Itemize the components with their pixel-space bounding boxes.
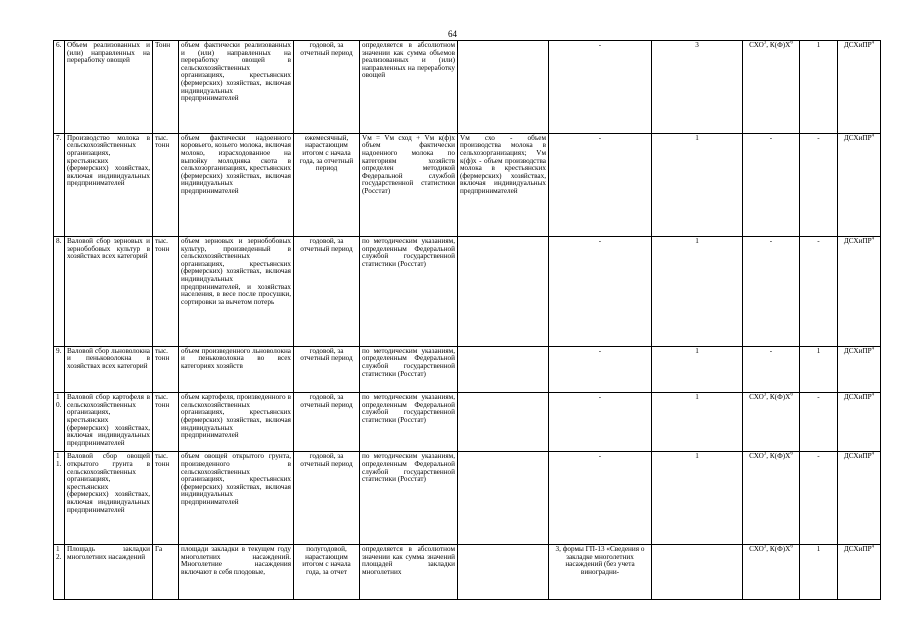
- data-source: -: [598, 133, 602, 142]
- coverage-cell: [800, 452, 838, 545]
- indicator-name: Валовой сбор льноволокна и пеньковолокна в хозяйствах всех категорий: [67, 346, 150, 370]
- coverage: -: [817, 133, 820, 142]
- coverage: -: [817, 237, 820, 246]
- observation-unit-cell: [743, 545, 800, 600]
- time-characteristic-cell: [294, 452, 360, 545]
- calculation-method: определяется в абсолютном значении как сумма объемов реализованных и (или) направленных на переработку овощей: [362, 41, 455, 80]
- footnote-mark: 4: [871, 236, 875, 242]
- responsible: ДСХиПР: [843, 393, 872, 402]
- indicator-name-cell: [65, 237, 153, 347]
- collection-method-cell: [652, 133, 743, 236]
- indicator-name: Валовой сбор зерновых и зернобобовых культур в хозяйствах всех категорий: [67, 237, 150, 261]
- unit-of-measure: тыс. тонн: [155, 393, 170, 409]
- observation-unit: -: [769, 237, 773, 246]
- footnote-mark: 4: [871, 133, 875, 139]
- table-row: [54, 545, 881, 600]
- indicator-definition-cell: [179, 237, 294, 347]
- footnote-mark: 6: [790, 392, 793, 398]
- responsible-cell: [838, 237, 881, 347]
- data-source: 3, формы ГП-13 «Сведения о закладке многолетних насаждений (без учета виноградни-: [555, 545, 645, 576]
- data-source: -: [598, 393, 602, 402]
- indicator-name: Валовой сбор картофеля в сельскохозяйственных организациях, крестьянских (фермерских) хозяйствах, включая индивидуальных предпринимателей: [67, 393, 150, 447]
- unit-of-measure: тыс. тонн: [155, 237, 170, 253]
- row-number-cell: [54, 393, 65, 452]
- row-number: 8.: [56, 237, 62, 246]
- responsible: ДСХиПР: [843, 545, 872, 554]
- table-row: [54, 133, 881, 236]
- responsible-cell: [838, 346, 881, 392]
- collection-method: 1: [695, 452, 699, 461]
- observation-unit: -: [769, 133, 773, 142]
- indicators-table: [53, 40, 881, 600]
- unit-of-measure-cell: [153, 545, 179, 600]
- responsible: ДСХиПР: [843, 133, 872, 142]
- indicator-definition: объем фактически реализованных и (или) направленных на переработку овощей в сельскохозяйственных организациях, крестьянских (фермерских) хозяйствах, включая индивидуальных предпринимателей: [181, 41, 291, 103]
- calculation-method: по методическим указаниям, определенным Федеральной службой государственной статистики (Росстат): [362, 452, 455, 484]
- calculation-method: по методическим указаниям, определенным Федеральной службой государственной статистики (Росстат): [362, 393, 455, 424]
- collection-method: 3: [695, 41, 699, 49]
- time-characteristic-cell: [294, 545, 360, 600]
- indicator-definition-cell: [179, 545, 294, 600]
- observation-unit-cell: [743, 452, 800, 545]
- footnote-mark: 4: [871, 451, 875, 457]
- row-number-cell: [54, 133, 65, 236]
- footnote-mark: 6: [790, 451, 793, 457]
- time-characteristic: годовой, за отчетный период: [300, 41, 353, 57]
- data-source-cell: [549, 452, 652, 545]
- footnote-mark: 3: [763, 40, 767, 46]
- indicator-definition-cell: [179, 452, 294, 545]
- coverage-cell: [800, 41, 838, 134]
- indicator-definition-cell: [179, 133, 294, 236]
- time-characteristic: годовой, за отчетный период: [300, 346, 353, 363]
- collection-method-cell: [652, 452, 743, 545]
- row-number: 12.: [56, 545, 62, 561]
- data-source-cell: [549, 41, 652, 134]
- row-number: 7.: [56, 133, 62, 142]
- coverage: 1: [816, 545, 821, 554]
- calculation-method-cell: [360, 237, 458, 347]
- coverage-cell: [800, 237, 838, 347]
- observation-unit: СХО: [749, 452, 764, 461]
- row-number: 11.: [56, 452, 62, 468]
- responsible-cell: [838, 41, 881, 134]
- observation-unit-cell: [743, 41, 800, 134]
- row-number-cell: [54, 237, 65, 347]
- data-source: -: [598, 346, 602, 355]
- table-row: [54, 41, 881, 134]
- footnote-mark: 3: [763, 392, 767, 398]
- indicator-definition-cell: [179, 393, 294, 452]
- calculation-method-cell: [360, 393, 458, 452]
- collection-method: 1: [695, 237, 699, 246]
- observation-unit-cell: [743, 133, 800, 236]
- calculation-method-cell: [360, 133, 458, 236]
- coverage-cell: [800, 545, 838, 600]
- collection-method-cell: [652, 393, 743, 452]
- collection-method: 1: [695, 393, 699, 402]
- footnote-mark: 6: [790, 544, 793, 550]
- calculation-method-cell: [360, 545, 458, 600]
- coverage: -: [817, 452, 820, 461]
- basic-indicators-cell: [458, 237, 549, 347]
- observation-unit-extra: , К(Ф)Х: [766, 452, 791, 461]
- data-source-cell: [549, 133, 652, 236]
- time-characteristic-cell: [294, 237, 360, 347]
- coverage: 1: [816, 346, 821, 355]
- observation-unit: СХО: [749, 393, 764, 402]
- basic-indicators: Vм схо - объем производства молока в сельхозорганизациях; Vм к(ф)х - объем производства молока в крестьянских (фермерских) хозяйствах, включая индивидуальных предпринимателей: [460, 133, 546, 195]
- basic-indicators-cell: [458, 41, 549, 134]
- data-source: -: [598, 452, 602, 461]
- unit-of-measure-cell: [153, 237, 179, 347]
- table-row: [54, 346, 881, 392]
- footnote-mark: 3: [763, 544, 767, 550]
- calculation-method: по методическим указаниям, определенным Федеральной службой государственной статистики (Росстат): [362, 237, 455, 268]
- time-characteristic: полугодовой, нарастающим итогом с начала года, за отчет: [302, 545, 351, 576]
- coverage-cell: [800, 393, 838, 452]
- data-source-cell: [549, 393, 652, 452]
- time-characteristic-cell: [294, 393, 360, 452]
- coverage: 1: [816, 41, 821, 49]
- observation-unit: СХО: [749, 545, 764, 554]
- row-number-cell: [54, 452, 65, 545]
- table-row: [54, 237, 881, 347]
- footnote-mark: 6: [790, 40, 793, 46]
- time-characteristic: годовой, за отчетный период: [300, 452, 353, 468]
- indicator-name: Валовой сбор овощей открытого грунта в сельскохозяйственных организациях, крестьянских (фермерских) хозяйствах, включая индивидуальных предпринимателей: [67, 452, 150, 514]
- unit-of-measure: Га: [155, 545, 163, 554]
- data-source: -: [598, 41, 602, 49]
- responsible-cell: [838, 393, 881, 452]
- footnote-mark: 4: [871, 544, 875, 550]
- indicator-definition: объем картофеля, произведенного в сельскохозяйственных организациях, крестьянских (фермерских) хозяйствах, включая индивидуальных предпринимателей: [181, 393, 291, 440]
- unit-of-measure-cell: [153, 393, 179, 452]
- basic-indicators-cell: [458, 133, 549, 236]
- time-characteristic: годовой, за отчетный период: [300, 237, 353, 253]
- data-source-cell: [549, 346, 652, 392]
- basic-indicators-cell: [458, 545, 549, 600]
- collection-method-cell: [652, 346, 743, 392]
- row-number: 9.: [56, 346, 62, 355]
- basic-indicators-cell: [458, 452, 549, 545]
- calculation-method: Vм = Vм сход + Vм к(ф)х объем фактически надоенного молока по категориям хозяйств определен методикой Федеральной службой государственной статистики (Росстат): [362, 133, 455, 195]
- table-row: [54, 452, 881, 545]
- footnote-mark: 4: [871, 392, 875, 398]
- calculation-method: определяется в абсолютном значении как сумма значений площадей закладки многолетних: [362, 545, 455, 576]
- observation-unit-extra: , К(Ф)Х: [766, 545, 791, 554]
- observation-unit-cell: [743, 346, 800, 392]
- footnote-mark: 4: [871, 346, 875, 352]
- indicator-name-cell: [65, 452, 153, 545]
- calculation-method-cell: [360, 346, 458, 392]
- indicator-name-cell: [65, 133, 153, 236]
- collection-method: 1: [695, 133, 699, 142]
- indicator-name-cell: [65, 393, 153, 452]
- indicator-name: Производство молока в сельскохозяйственных организациях, крестьянских (фермерских) хозяйствах, включая индивидуальных предпринимателей: [67, 133, 150, 188]
- indicator-definition: площади закладки в текущем году многолетних насаждений. Многолетние насаждения включают в себя плодовые,: [181, 545, 291, 576]
- indicator-definition: объем произведенного льноволокна и пеньковолокна во всех категориях хозяйств: [181, 346, 291, 370]
- basic-indicators-cell: [458, 346, 549, 392]
- footnote-mark: 4: [871, 40, 875, 46]
- indicator-definition-cell: [179, 41, 294, 134]
- indicator-name-cell: [65, 545, 153, 600]
- responsible: ДСХиПР: [843, 41, 872, 49]
- unit-of-measure-cell: [153, 452, 179, 545]
- coverage-cell: [800, 133, 838, 236]
- unit-of-measure: тыс. тонн: [155, 133, 170, 150]
- row-number: 10.: [56, 393, 62, 409]
- observation-unit: СХО: [749, 41, 764, 49]
- indicator-definition: объем овощей открытого грунта, произведенного в сельскохозяйственных организациях, крестьянских (фермерских) хозяйствах, включая индивидуальных предпринимателей: [181, 452, 291, 506]
- responsible: ДСХиПР: [843, 346, 872, 355]
- observation-unit-extra: , К(Ф)Х: [766, 41, 791, 49]
- indicator-definition: объем фактически надоенного коровьего, козьего молока, включая молоко, израсходованное на выпойку молодняка скота в сельхозорганизациях, крестьянских (фермерских) хозяйствах, включая индивидуальных предпринимателей: [181, 133, 291, 195]
- indicator-name-cell: [65, 346, 153, 392]
- indicator-name: Объем реализованных и (или) направленных на переработку овощей: [67, 41, 150, 65]
- calculation-method-cell: [360, 452, 458, 545]
- coverage-cell: [800, 346, 838, 392]
- unit-of-measure-cell: [153, 346, 179, 392]
- calculation-method: по методическим указаниям, определенным Федеральной службой государственной статистики (Росстат): [362, 346, 455, 378]
- responsible-cell: [838, 545, 881, 600]
- row-number-cell: [54, 545, 65, 600]
- data-source-cell: [549, 545, 652, 600]
- row-number-cell: [54, 41, 65, 134]
- calculation-method-cell: [360, 41, 458, 134]
- observation-unit-cell: [743, 393, 800, 452]
- collection-method-cell: [652, 545, 743, 600]
- data-source: -: [598, 237, 602, 246]
- time-characteristic: ежемесячный, нарастающим итогом с начала года, за отчетный период: [299, 133, 354, 173]
- row-number-cell: [54, 346, 65, 392]
- unit-of-measure: Тонн: [155, 41, 171, 49]
- time-characteristic-cell: [294, 133, 360, 236]
- unit-of-measure: тыс. тонн: [155, 346, 170, 363]
- observation-unit: -: [769, 346, 773, 355]
- coverage: -: [817, 393, 820, 402]
- time-characteristic-cell: [294, 41, 360, 134]
- observation-unit-extra: , К(Ф)Х: [766, 393, 791, 402]
- responsible: ДСХиПР: [843, 452, 872, 461]
- collection-method-cell: [652, 237, 743, 347]
- row-number: 6.: [56, 41, 62, 49]
- responsible-cell: [838, 452, 881, 545]
- data-source-cell: [549, 237, 652, 347]
- basic-indicators-cell: [458, 393, 549, 452]
- unit-of-measure-cell: [153, 41, 179, 134]
- time-characteristic-cell: [294, 346, 360, 392]
- indicator-definition: объем зерновых и зернобобовых культур, произведенный в сельскохозяйственных организациях, крестьянских (фермерских) хозяйствах, включая индивидуальных предпринимателей, и хозяйствах населения, в весе после просушки, сортировки за вычетом потерь: [181, 237, 291, 306]
- indicator-name: Площадь закладки многолетних насаждений: [67, 545, 150, 561]
- unit-of-measure-cell: [153, 133, 179, 236]
- observation-unit-cell: [743, 237, 800, 347]
- footnote-mark: 3: [763, 451, 767, 457]
- indicator-name-cell: [65, 41, 153, 134]
- responsible-cell: [838, 133, 881, 236]
- page-number: 64: [448, 29, 457, 39]
- time-characteristic: годовой, за отчетный период: [300, 393, 353, 409]
- responsible: ДСХиПР: [843, 237, 872, 246]
- indicator-definition-cell: [179, 346, 294, 392]
- collection-method: 1: [695, 346, 699, 355]
- unit-of-measure: тыс. тонн: [155, 452, 170, 468]
- collection-method-cell: [652, 41, 743, 134]
- table-row: [54, 393, 881, 452]
